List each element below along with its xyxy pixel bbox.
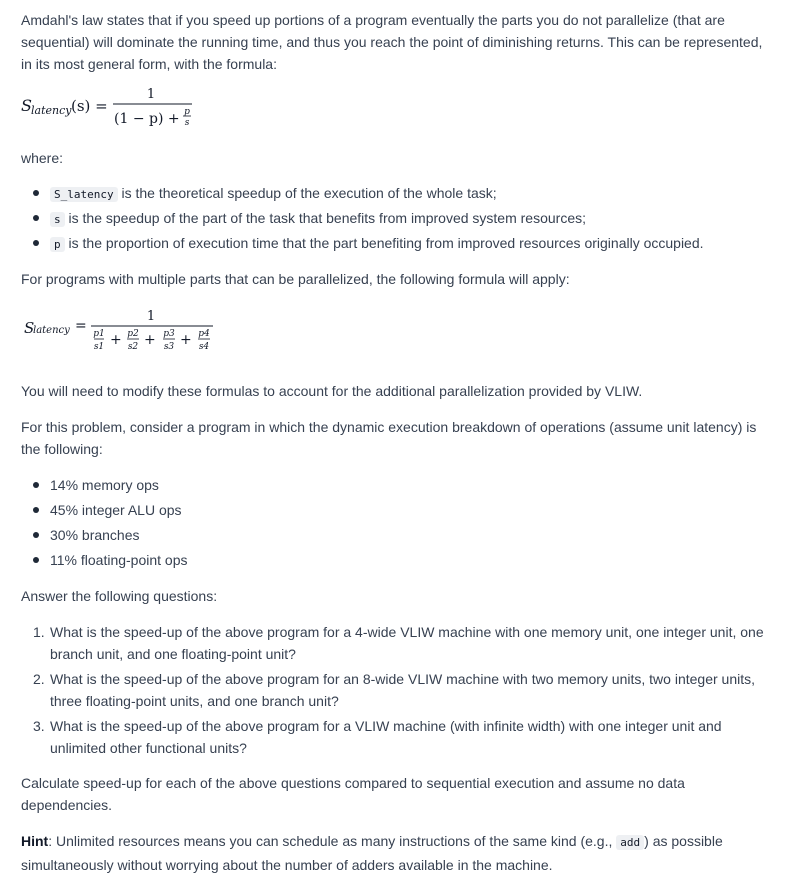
definition-text: is the speedup of the part of the task that benefits from improved system resources;	[64, 210, 586, 226]
question-text: What is the speed-up of the above program for an 8-wide VLIW machine with two memory units, two integer units, three floating-point units, and one branch unit?	[50, 671, 755, 709]
term-denominator: s1	[93, 342, 105, 352]
definition-text: is the proportion of execution time that the part benefiting from improved resources originally occupied.	[64, 235, 704, 251]
term-numerator: p4	[198, 329, 210, 339]
definition-list	[0, 182, 704, 257]
multi-part-formula	[0, 306, 260, 364]
definition-item	[0, 207, 704, 232]
term-denominator: s4	[198, 342, 210, 352]
definition-item	[0, 232, 704, 257]
question-text: What is the speed-up of the above program for a 4-wide VLIW machine with one memory unit, one integer unit, one branch unit, and one floating-point unit?	[50, 624, 764, 662]
question-text: What is the speed-up of the above program for a VLIW machine (with infinite width) with one integer unit and unlimited other functional units?	[50, 718, 722, 756]
term-denominator: s3	[163, 342, 175, 352]
hint-text-after: ) as possible simultaneously without worrying about the number of adders available in the machine.	[21, 833, 723, 873]
definition-item	[0, 182, 704, 207]
term-denominator: s2	[127, 342, 139, 352]
calc-paragraph: Calculate speed-up for each of the above questions compared to sequential execution and assume no data dependencies.	[21, 775, 685, 813]
formula1-small-num: p	[184, 107, 190, 117]
term-numerator: p2	[127, 329, 139, 339]
amdahl-formula-svg	[0, 84, 260, 136]
op-item: 45% integer ALU ops	[0, 499, 188, 524]
plus-sign: +	[180, 332, 192, 348]
definition-code: s	[50, 212, 65, 227]
formula1-numerator: 1	[146, 87, 156, 102]
multi-part-formula-svg	[0, 306, 260, 358]
formula1-lhs-s: S	[21, 96, 32, 115]
term-numerator: p1	[93, 329, 105, 339]
amdahl-formula	[0, 84, 260, 142]
question-item	[0, 621, 765, 665]
definition-code: S_latency	[50, 187, 118, 202]
plus-sign: +	[144, 332, 156, 348]
where-label: where:	[21, 150, 64, 166]
ops-list	[0, 474, 188, 574]
question-number: 2.	[33, 671, 45, 687]
question-list	[0, 621, 765, 762]
op-item: 14% memory ops	[0, 474, 188, 499]
question-number: 3.	[33, 718, 45, 734]
term-numerator: p3	[163, 329, 175, 339]
formula2-lhs-s: S	[24, 319, 35, 337]
question-item	[0, 668, 765, 712]
formula1-small-den: s	[184, 118, 190, 128]
definition-text: is the theoretical speedup of the execution of the whole task;	[117, 185, 497, 201]
formula1-denominator: (1 − p) +	[114, 111, 180, 127]
formula2-numerator: 1	[146, 309, 156, 324]
formula2-lhs-sub: latency	[33, 325, 70, 336]
hint-label: Hint	[21, 833, 49, 849]
question-item	[0, 715, 765, 759]
formula1-lhs-arg: (s) =	[71, 97, 108, 115]
plus-sign: +	[110, 332, 122, 348]
problem-paragraph: For this problem, consider a program in which the dynamic execution breakdown of operations (assume unit latency) is the following:	[21, 419, 757, 457]
formula2-equals: =	[75, 318, 87, 334]
hint-text-before: : Unlimited resources means you can schedule as many instructions of the same kind (e.g.,	[48, 833, 617, 849]
answer-label: Answer the following questions:	[21, 588, 218, 604]
intro-paragraph: Amdahl's law states that if you speed up portions of a program eventually the parts you do not parallelize (that are sequential) will dominate the running time, and thus you reach the point of diminishing returns. This can be represented, in its most general form, with the formula:	[21, 12, 763, 72]
hint-code: add	[616, 835, 644, 850]
question-number: 1.	[33, 624, 45, 640]
multi-parts-paragraph: For programs with multiple parts that can be parallelized, the following formula will apply:	[21, 271, 570, 287]
modify-paragraph: You will need to modify these formulas to account for the additional parallelization provided by VLIW.	[21, 383, 643, 399]
formula1-lhs-sub: latency	[31, 104, 72, 117]
hint-paragraph	[21, 830, 776, 876]
definition-code: p	[50, 237, 65, 252]
op-item: 30% branches	[0, 524, 188, 549]
op-item: 11% floating-point ops	[0, 549, 188, 574]
